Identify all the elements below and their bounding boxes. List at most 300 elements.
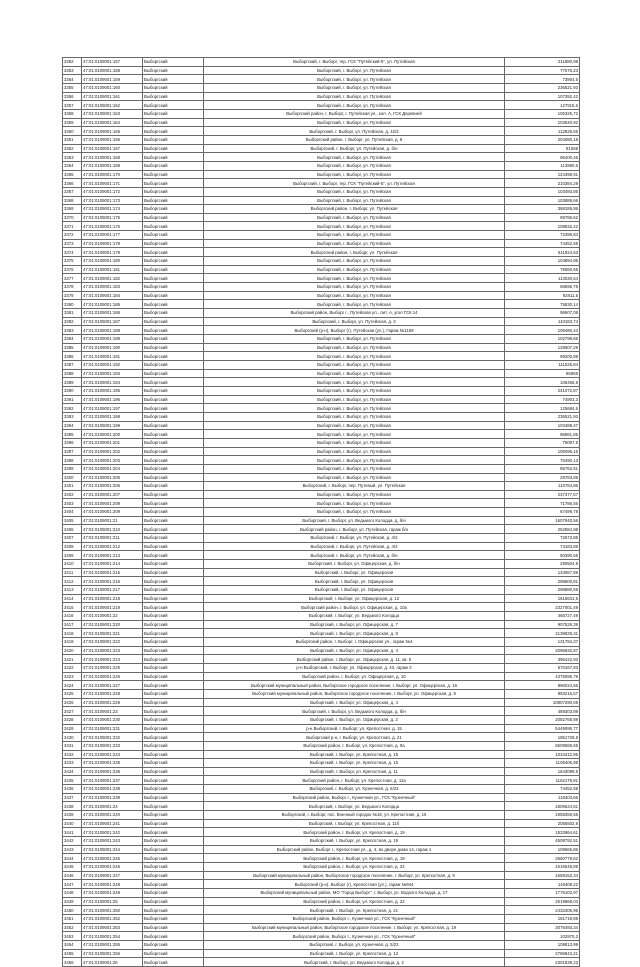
district: Выборгский <box>143 326 204 335</box>
address: Выборгский, г. Выборг, ул. Офицерская <box>204 568 505 577</box>
cadastral-number: 47:01:0109001:256 <box>82 949 143 958</box>
row-number: 3408 <box>63 542 82 551</box>
address: Выборгский, г. Выборг, ул. Путейская <box>204 490 505 499</box>
address: Выборгский, г. Выборг, ул. Офицерская, д. 8 <box>204 629 505 638</box>
cost-value: 113030,64 <box>505 274 580 283</box>
district: Выборгский <box>143 473 204 482</box>
address: Выборгский район, г. Выборг, ул. Крепостная, д. 11а <box>204 776 505 785</box>
address: Выборгский, г. Выборг, ул. Путейская <box>204 75 505 84</box>
address: Выборгский, г. Выборг, ул. Путейская <box>204 447 505 456</box>
table-row <box>63 863 580 872</box>
table-row <box>63 135 580 144</box>
address: Выборгский, г. Выборг, ул. Ведьмого Колодца, д. 2 <box>204 958 505 967</box>
row-number: 3453 <box>63 932 82 941</box>
row-number: 3425 <box>63 689 82 698</box>
address: Выборгский, г. Выборг, ул. Путейская <box>204 83 505 92</box>
row-number: 3379 <box>63 291 82 300</box>
table-row <box>63 914 580 923</box>
table-row <box>63 637 580 646</box>
address: Выборгский район, Выборг г., Кузнечная ул., ГСК "Кузнечный" <box>204 914 505 923</box>
address: Выборгский, г. Выборг, пер. Путевый, ул. Путейская <box>204 482 505 491</box>
cost-value: 124498,91 <box>505 170 580 179</box>
cost-value: 1615631,5 <box>505 594 580 603</box>
address: Выборгский район, г. Выборг, г. Путейская ул., кол. А, ГСК Деревней <box>204 109 505 118</box>
district: Выборгский <box>143 655 204 664</box>
address: Выборгский муниципальный район, Выборгское городское поселение, г. Выборг, ул. Офицерская, д. 16 <box>204 681 505 690</box>
table-row <box>63 456 580 465</box>
table-row <box>63 811 580 820</box>
address: Выборгский, г. Выборг, ул. Путейская <box>204 369 505 378</box>
cost-value: 75830,14 <box>505 300 580 309</box>
district: Выборгский <box>143 698 204 707</box>
cadastral-number: 47:01:0109001:241 <box>82 819 143 828</box>
table-row <box>63 715 580 724</box>
cadastral-number: 47:01:0109001:239 <box>82 793 143 802</box>
cadastral-number: 47:01:0109001:178 <box>82 239 143 248</box>
row-number: 3426 <box>63 698 82 707</box>
table-row <box>63 300 580 309</box>
district: Выборгский <box>143 897 204 906</box>
cadastral-number: 47:01:0109001:161 <box>82 92 143 101</box>
table-row <box>63 534 580 543</box>
cadastral-number: 47:01:0109001:244 <box>82 845 143 854</box>
address: Выборгский, г. Выборг, ул. Путейская <box>204 335 505 344</box>
row-number: 3442 <box>63 837 82 846</box>
cost-value: 118403,66 <box>505 793 580 802</box>
cadastral-number: 47:01:0109001:207 <box>82 490 143 499</box>
cadastral-number: 47:01:0109001:242 <box>82 828 143 837</box>
cost-value: 1616548,89 <box>505 863 580 872</box>
cost-value: 2139829,31 <box>505 629 580 638</box>
cadastral-number: 47:01:0109001:212 <box>82 542 143 551</box>
cost-value: 74452,58 <box>505 785 580 794</box>
table-row <box>63 58 580 67</box>
district: Выборгский <box>143 612 204 621</box>
row-number: 3390 <box>63 386 82 395</box>
row-number: 3383 <box>63 326 82 335</box>
address: Выборгский, г. Выборг, ул. Путейская <box>204 222 505 231</box>
address: Выборгский, г. Выборг, ул. Путейская <box>204 291 505 300</box>
table-row <box>63 170 580 179</box>
table-row <box>63 932 580 941</box>
district: Выборгский <box>143 352 204 361</box>
table-row <box>63 66 580 75</box>
table-row <box>63 395 580 404</box>
row-number: 3385 <box>63 343 82 352</box>
table-row <box>63 655 580 664</box>
row-number: 3448 <box>63 889 82 898</box>
cadastral-number: 47:01:0109001:216 <box>82 577 143 586</box>
row-number: 3364 <box>63 161 82 170</box>
cadastral-number: 47:01:0109001:191 <box>82 352 143 361</box>
row-number: 3381 <box>63 309 82 318</box>
cadastral-number: 47:01:0109001:217 <box>82 586 143 595</box>
cadastral-number: 47:01:0109001:195 <box>82 386 143 395</box>
cost-value: 2432305,95 <box>505 906 580 915</box>
district: Выборгский <box>143 300 204 309</box>
table-row <box>63 577 580 586</box>
row-number: 3359 <box>63 118 82 127</box>
address: Выборгский район, г. Выборг, ул. Офицерская, д. 10а <box>204 603 505 612</box>
row-number: 3362 <box>63 144 82 153</box>
table-row <box>63 906 580 915</box>
cost-value: 1958359,55 <box>505 811 580 820</box>
address: Выборгский, г. Выборг, ул. Путейская <box>204 473 505 482</box>
cost-value: 611924,53 <box>505 248 580 257</box>
row-number: 3451 <box>63 914 82 923</box>
address: Выборгский, г. Выборг, ул. Путейская <box>204 378 505 387</box>
address: Выборгский, г. Выборг, ул. Путейская <box>204 283 505 292</box>
district: Выборгский <box>143 525 204 534</box>
district: Выборгский <box>143 283 204 292</box>
district: Выборгский <box>143 378 204 387</box>
row-number: 3369 <box>63 205 82 214</box>
cost-value: 252584,98 <box>505 525 580 534</box>
address: Выборгский район, г. Выборг, ул. Крепостная, д. 19 <box>204 854 505 863</box>
table-row <box>63 889 580 898</box>
cadastral-number: 47:01:0109001:201 <box>82 438 143 447</box>
cadastral-number: 47:01:0109001:186 <box>82 309 143 318</box>
row-number: 3388 <box>63 369 82 378</box>
cadastral-number: 47:01:0109001:203 <box>82 456 143 465</box>
cadastral-number: 47:01:0109001:246 <box>82 863 143 872</box>
cadastral-number: 47:01:0109001:167 <box>82 144 143 153</box>
table-row <box>63 854 580 863</box>
address: Выборгский район, г. Выборг, ул. Крепостная, д. 9а <box>204 741 505 750</box>
district: Выборгский <box>143 646 204 655</box>
cadastral-number: 47:01:0109001:23 <box>82 707 143 716</box>
cost-value: 111525,84 <box>505 360 580 369</box>
address: Выборгский, г. Выборг, ул. Крепостная, д. 15 <box>204 750 505 759</box>
address: Выборгский, г. Выборг, ул. Крепостная, д. 15 <box>204 759 505 768</box>
table-row <box>63 187 580 196</box>
cadastral-number: 47:01:0109001:247 <box>82 871 143 880</box>
row-number: 3356 <box>63 92 82 101</box>
district: Выборгский <box>143 854 204 863</box>
cost-value: 1809624,81 <box>505 802 580 811</box>
cost-value: 67499,78 <box>505 508 580 517</box>
address: Выборгский район, г. Выборг, ул. Крепостная, д. 19 <box>204 828 505 837</box>
district: Выборгский <box>143 750 204 759</box>
cost-value: 907529,39 <box>505 620 580 629</box>
table-row <box>63 127 580 136</box>
cost-value: 106096,16 <box>505 447 580 456</box>
district: Выборгский <box>143 170 204 179</box>
row-number: 3394 <box>63 421 82 430</box>
cadastral-number: 47:01:0109001:173 <box>82 196 143 205</box>
row-number: 3406 <box>63 525 82 534</box>
row-number: 3377 <box>63 274 82 283</box>
district: Выборгский <box>143 560 204 569</box>
district: Выборгский <box>143 508 204 517</box>
address: Выборгский, г. Выборг, ул. Ведьмого Колодца, д. б/н <box>204 707 505 716</box>
district: Выборгский <box>143 291 204 300</box>
address: Выборгский, г. Выборг, ул. Путейская <box>204 404 505 413</box>
address: Выборгский, г. Выборг, ул. Кузнечная, д. 5/23 <box>204 785 505 794</box>
row-number: 3378 <box>63 283 82 292</box>
table-row <box>63 828 580 837</box>
address: Выборгский, г. Выборг, ул. Путейская, д. 4/2 <box>204 534 505 543</box>
row-number: 3393 <box>63 412 82 421</box>
address: Выборгский район, Выборг г., Путейская ул., лит. А, угол ГСК 14 <box>204 309 505 318</box>
address: Выборгский (р-н), Выборг (г), Путейская (ул.), Гараж №1169 <box>204 326 505 335</box>
address: Выборгский, г. Выборг, ул. Путейская <box>204 257 505 266</box>
cadastral-number: 47:01:0109001:234 <box>82 750 143 759</box>
district: Выборгский <box>143 222 204 231</box>
cost-value: 241072,87 <box>505 386 580 395</box>
table-row <box>63 733 580 742</box>
cost-value: 96981,85 <box>505 430 580 439</box>
district: Выборгский <box>143 386 204 395</box>
table-row <box>63 508 580 517</box>
cost-value: 211880,98 <box>505 58 580 67</box>
table-row <box>63 845 580 854</box>
cost-value: 102799,66 <box>505 335 580 344</box>
table-row <box>63 880 580 889</box>
table-row <box>63 516 580 525</box>
cost-value: 2096832,87 <box>505 646 580 655</box>
address: Выборгский, г. Выборг, ул. Крепостная, д. 11б <box>204 819 505 828</box>
district: Выборгский <box>143 231 204 240</box>
cost-value: 80390,65 <box>505 551 580 560</box>
cadastral-number: 47:01:0109001:215 <box>82 568 143 577</box>
cadastral-number: 47:01:0109001:218 <box>82 594 143 603</box>
district: Выборгский <box>143 845 204 854</box>
cost-value: 131794,37 <box>505 637 580 646</box>
table-row <box>63 205 580 214</box>
table-row <box>63 819 580 828</box>
cadastral-number: 47:01:0109001:231 <box>82 724 143 733</box>
table-row <box>63 369 580 378</box>
district: Выборгский <box>143 819 204 828</box>
row-number: 3403 <box>63 499 82 508</box>
district: Выборгский <box>143 534 204 543</box>
district: Выборгский <box>143 811 204 820</box>
cost-value: 466727,49 <box>505 612 580 621</box>
table-row <box>63 248 580 257</box>
district: Выборгский <box>143 733 204 742</box>
address: Выборгский муниципальный район, Выборгское городское поселение, г. Выборг, ул. Офицерская, д. 9 <box>204 689 505 698</box>
table-row <box>63 161 580 170</box>
row-number: 3432 <box>63 750 82 759</box>
address: Выборгский район, г. Выборг, ул. Путейская, д. 8 <box>204 135 505 144</box>
address: Выборгский район, г. Выборг, ул. Путейская, гараж б/н <box>204 525 505 534</box>
address: Выборгский, г. Выборг, ул. Путейская <box>204 274 505 283</box>
district: Выборгский <box>143 239 204 248</box>
district: Выборгский <box>143 516 204 525</box>
address: Выборгский, г. Выборг, ул. Путейская, д. 3 <box>204 317 505 326</box>
row-number: 3423 <box>63 672 82 681</box>
district: Выборгский <box>143 889 204 898</box>
district: Выборгский <box>143 689 204 698</box>
cost-value: 79060,65 <box>505 265 580 274</box>
row-number: 3456 <box>63 958 82 967</box>
district: Выборгский <box>143 759 204 768</box>
row-number: 3355 <box>63 83 82 92</box>
cadastral-number: 47:01:0109001:169 <box>82 161 143 170</box>
table-row <box>63 283 580 292</box>
cadastral-number: 47:01:0109001:222 <box>82 637 143 646</box>
district: Выборгский <box>143 914 204 923</box>
district: Выборгский <box>143 196 204 205</box>
cost-value: 368185,86 <box>505 205 580 214</box>
table-row <box>63 949 580 958</box>
cadastral-number: 47:01:0109001:249 <box>82 889 143 898</box>
cost-value: 1533964,61 <box>505 828 580 837</box>
cadastral-number: 47:01:0109001:164 <box>82 118 143 127</box>
row-number: 3387 <box>63 360 82 369</box>
row-number: 3430 <box>63 733 82 742</box>
address: Выборгский, г. Выборг, ул. Путейская, д. 42/2 <box>204 127 505 136</box>
district: Выборгский <box>143 265 204 274</box>
address: Выборгский, г. Выборг, ул. Офицерская <box>204 577 505 586</box>
cost-value: 127915,6 <box>505 101 580 110</box>
table-row <box>63 672 580 681</box>
row-number: 3429 <box>63 724 82 733</box>
row-number: 3361 <box>63 135 82 144</box>
cadastral-number: 47:01:0109001:184 <box>82 291 143 300</box>
cost-value: 210384,29 <box>505 179 580 188</box>
cost-value: 134067,89 <box>505 568 580 577</box>
table-row <box>63 378 580 387</box>
address: Выборгский, г. Выборг, ул. Путейская <box>204 343 505 352</box>
address: Выборгский, г. Выборг, ул. Ведьмого Колодца <box>204 612 505 621</box>
table-body <box>63 58 580 967</box>
address: Выборгский, г. Выборг, ул. Путейская <box>204 187 505 196</box>
district: Выборгский <box>143 663 204 672</box>
cost-value: 79097,9 <box>505 438 580 447</box>
table-row <box>63 490 580 499</box>
cadastral-number: 47:01:0109001:248 <box>82 880 143 889</box>
cost-value: 77575,23 <box>505 66 580 75</box>
cadastral-number: 47:01:0109001:163 <box>82 109 143 118</box>
district: Выборгский <box>143 594 204 603</box>
cadastral-number: 47:01:0109001:208 <box>82 499 143 508</box>
row-number: 3370 <box>63 213 82 222</box>
table-row <box>63 525 580 534</box>
district: Выборгский <box>143 127 204 136</box>
cost-value: 109565,86 <box>505 845 580 854</box>
table-row <box>63 724 580 733</box>
cadastral-number: 47:01:0109001:221 <box>82 629 143 638</box>
cost-value: 29783,89 <box>505 473 580 482</box>
cost-value: 110183,74 <box>505 317 580 326</box>
district: Выборгский <box>143 317 204 326</box>
cadastral-number: 47:01:0109001:233 <box>82 741 143 750</box>
table-row <box>63 698 580 707</box>
row-number: 3376 <box>63 265 82 274</box>
cost-value: 2786843,21 <box>505 949 580 958</box>
row-number: 3382 <box>63 317 82 326</box>
cadastral-number: 47:01:0109001:213 <box>82 551 143 560</box>
district: Выборгский <box>143 785 204 794</box>
cadastral-number: 47:01:0109001:190 <box>82 343 143 352</box>
address: р-н Выборгский, г. Выборг, ул. Офицерская, д. 43, гараж 3 <box>204 663 505 672</box>
row-number: 3433 <box>63 759 82 768</box>
cost-value: 98607,08 <box>505 309 580 318</box>
table-row <box>63 92 580 101</box>
row-number: 3437 <box>63 793 82 802</box>
row-number: 3421 <box>63 655 82 664</box>
cadastral-number: 47:01:0109001:214 <box>82 560 143 569</box>
table-row <box>63 412 580 421</box>
row-number: 3372 <box>63 231 82 240</box>
district: Выборгский <box>143 958 204 967</box>
district: Выборгский <box>143 205 204 214</box>
cost-value: 1659152,34 <box>505 871 580 880</box>
row-number: 3363 <box>63 153 82 162</box>
district: Выборгский <box>143 135 204 144</box>
table-row <box>63 793 580 802</box>
address: Выборгский, г. Выборг, ул. Путейская, д. б/н <box>204 144 505 153</box>
address: Выборгский, г. Выборг, ул. Крепостная, д. 13 <box>204 949 505 958</box>
cost-value: 103488,47 <box>505 421 580 430</box>
table-row <box>63 568 580 577</box>
district: Выборгский <box>143 421 204 430</box>
cadastral-number: 47:01:0109001:22 <box>82 612 143 621</box>
row-number: 3428 <box>63 715 82 724</box>
cadastral-number: 47:01:0109001:189 <box>82 335 143 344</box>
cost-value: 1776102,97 <box>505 889 580 898</box>
address: Выборгский, г. Выборг, ул. Путейская <box>204 300 505 309</box>
address: Выборгский, г. Выборг, ул. Путейская <box>204 421 505 430</box>
row-number: 3354 <box>63 75 82 84</box>
address: Выборгский, г. Выборг, ул. Путейская <box>204 101 505 110</box>
cost-value: 92811,5 <box>505 291 580 300</box>
address: Выборгский, г. Выборг, ул. Крепостная, д. 19 <box>204 837 505 846</box>
district: Выборгский <box>143 551 204 560</box>
address: Выборгский, г. Выборг, ул. Путейская <box>204 508 505 517</box>
address: Выборгский, г. Выборг, ул. Путейская <box>204 395 505 404</box>
cost-value: 5449095,77 <box>505 724 580 733</box>
cost-value: 116764,86 <box>505 482 580 491</box>
district: Выборгский <box>143 724 204 733</box>
cost-value: 1951729,8 <box>505 733 580 742</box>
cadastral-number: 47:01:0109001:159 <box>82 75 143 84</box>
row-number: 3443 <box>63 845 82 854</box>
district: Выборгский <box>143 369 204 378</box>
address: Выборгский, г. Выборг, ул. Путейская <box>204 499 505 508</box>
cadastral-number: 47:01:0109001:185 <box>82 300 143 309</box>
row-number: 3392 <box>63 404 82 413</box>
address: Выборгский, г. Выборг, ул. Путейская, д. 4/2 <box>204 542 505 551</box>
cost-value: 10807290,69 <box>505 698 580 707</box>
address: Выборгский район, г. Выборг, ул. Путейская <box>204 205 505 214</box>
cadastral-number: 47:01:0109001:236 <box>82 767 143 776</box>
address: Выборгский, г. Выборг, ул. Путейская <box>204 360 505 369</box>
cadastral-number: 47:01:0109001:24 <box>82 802 143 811</box>
row-number: 3396 <box>63 438 82 447</box>
district: Выборгский <box>143 863 204 872</box>
cadastral-number: 47:01:0109001:211 <box>82 534 143 543</box>
district: Выборгский <box>143 456 204 465</box>
table-row <box>63 560 580 569</box>
district: Выборгский <box>143 101 204 110</box>
district: Выборгский <box>143 568 204 577</box>
cadastral-number: 47:01:0109001:192 <box>82 360 143 369</box>
cadastral-table <box>62 57 580 967</box>
address: Выборгский, г. Выборг, ул. Офицерская, д. 4 <box>204 646 505 655</box>
table-row <box>63 101 580 110</box>
address: Выборгский, г. Выборг, ул. Офицерская, д. 2 <box>204 715 505 724</box>
table-row <box>63 785 580 794</box>
cadastral-number: 47:01:0109001:181 <box>82 265 143 274</box>
address: Выборгский район, г. Выборг, ул. Офицерская, д. 11, кв. 5 <box>204 655 505 664</box>
district: Выборгский <box>143 309 204 318</box>
address: Выборгский, г. Выборг, ул. Путейская <box>204 412 505 421</box>
address: Выборгский, г. Выборг, ул. Путейская <box>204 153 505 162</box>
cost-value: 4375095,79 <box>505 672 580 681</box>
